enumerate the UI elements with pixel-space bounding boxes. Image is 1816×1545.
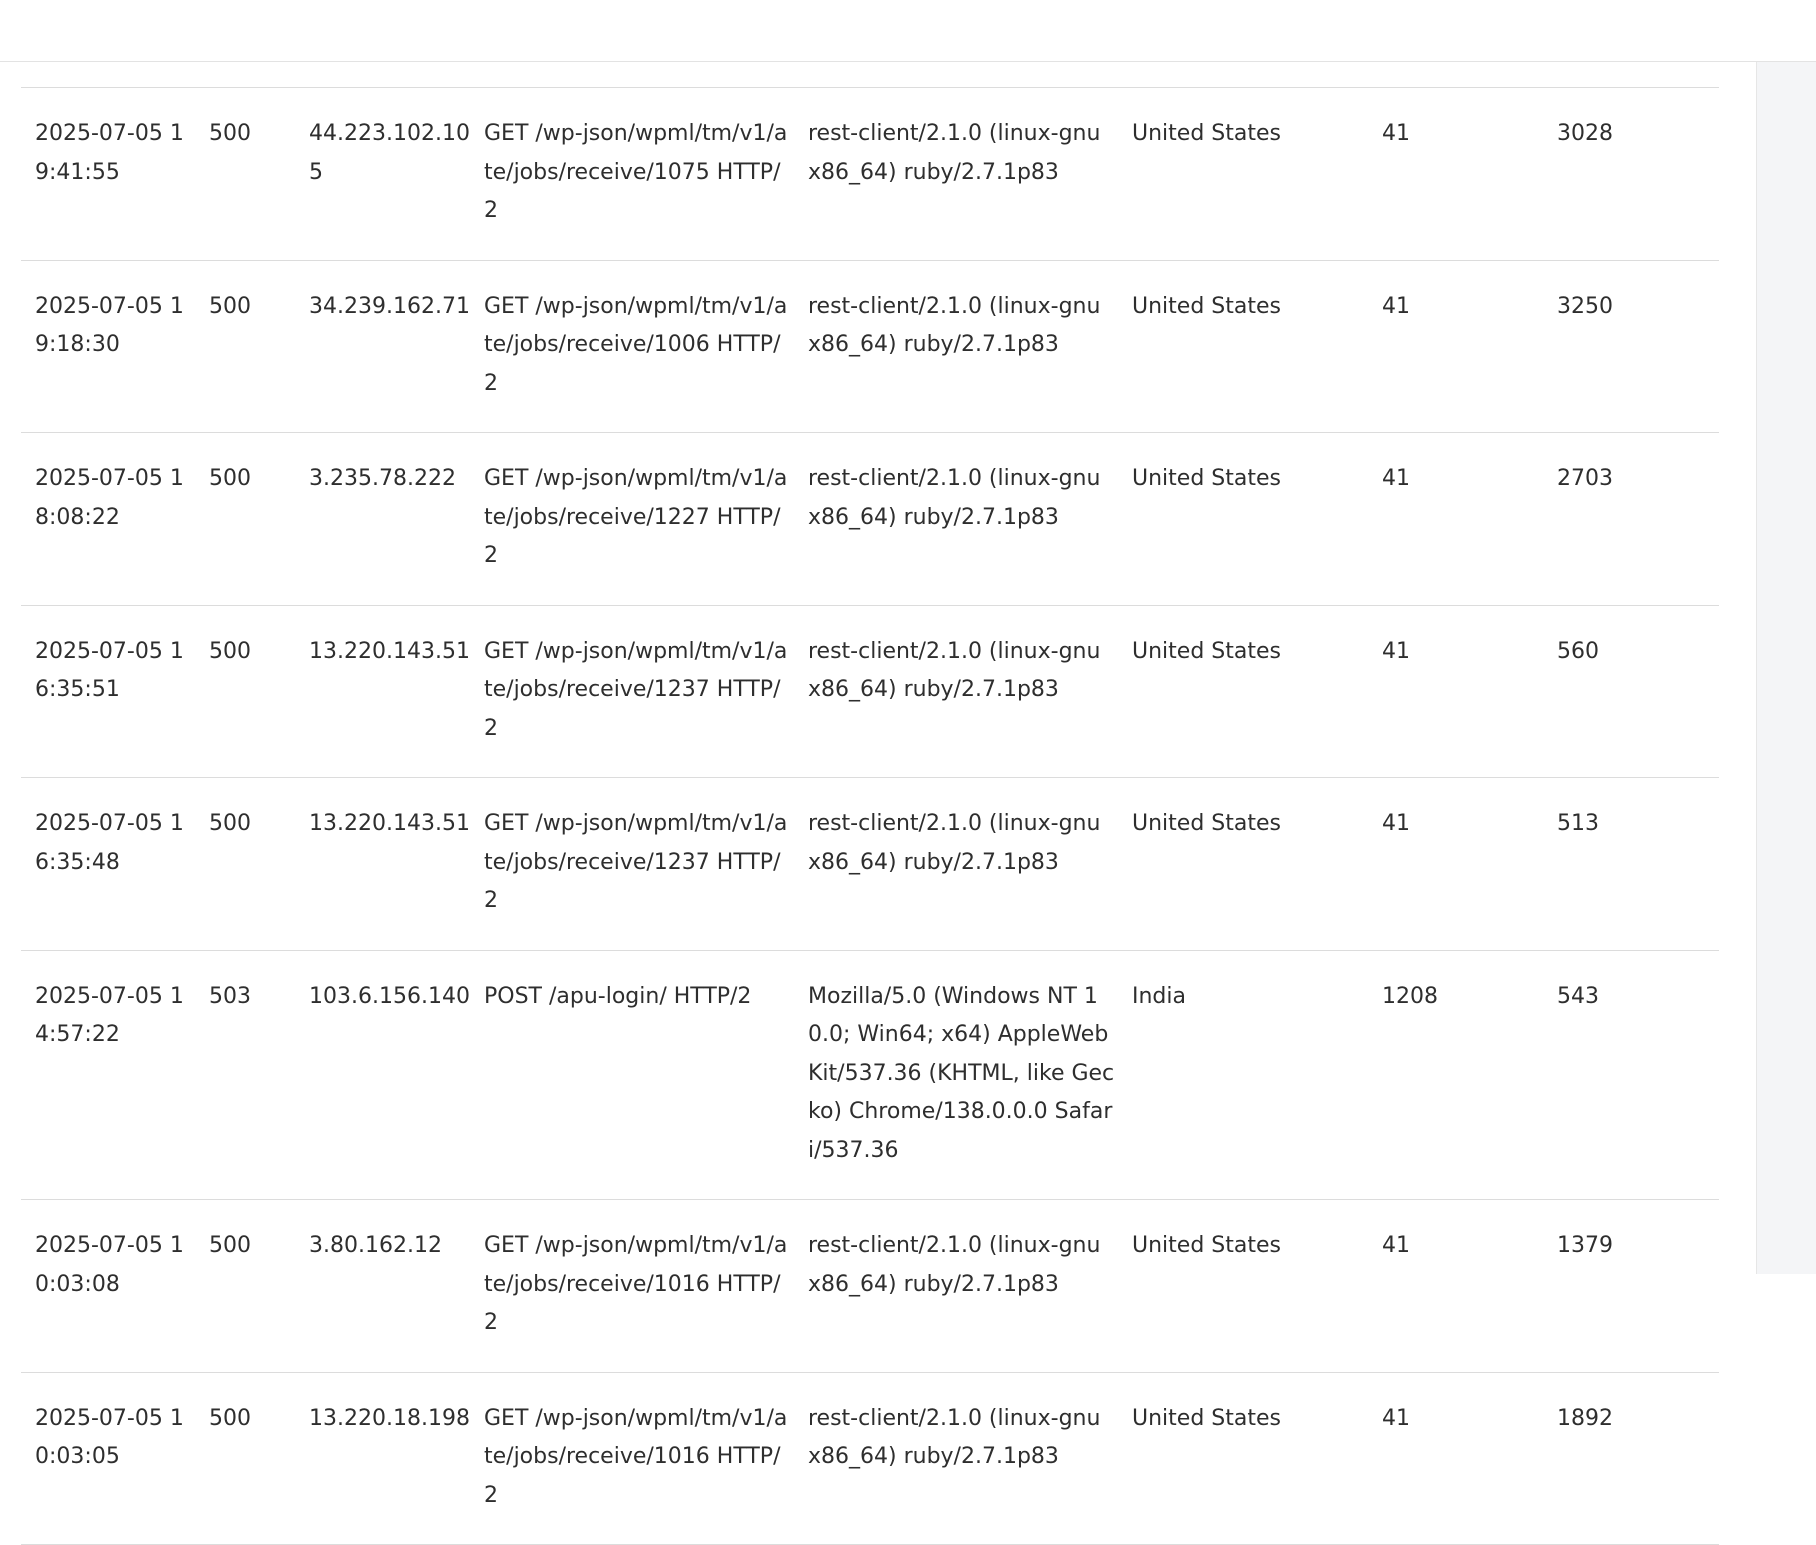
vertical-scrollbar[interactable] (1756, 62, 1816, 1274)
cell-status: 500 (195, 778, 295, 951)
cell-time: 2025-07-05 10:03:08 (21, 1200, 195, 1373)
cell-time: 2025-07-05 16:35:48 (21, 778, 195, 951)
cell-user-agent: rest-client/2.1.0 (linux-gnu x86_64) ruby/2.7.1p83 (794, 778, 1118, 951)
table-row (21, 1200, 1719, 1373)
cell-country: United States (1118, 605, 1368, 778)
cell-status: 500 (195, 1372, 295, 1545)
cell-duration: 2703 (1543, 433, 1719, 606)
cell-user-agent: rest-client/2.1.0 (linux-gnu x86_64) ruby/2.7.1p83 (794, 1200, 1118, 1373)
cell-country: United States (1118, 1200, 1368, 1373)
cell-country: United States (1118, 1372, 1368, 1545)
cell-time: 2025-07-05 18:08:22 (21, 433, 195, 606)
cell-size: 41 (1368, 605, 1543, 778)
cell-time: 2025-07-05 19:18:30 (21, 260, 195, 433)
cell-ip: 34.239.162.71 (295, 260, 470, 433)
cell-country: United States (1118, 260, 1368, 433)
cell-user-agent: rest-client/2.1.0 (linux-gnu x86_64) ruby/2.7.1p83 (794, 1372, 1118, 1545)
cell-country: India (1118, 950, 1368, 1200)
cell-size: 41 (1368, 260, 1543, 433)
cell-ip: 13.220.143.51 (295, 605, 470, 778)
table-row (21, 433, 1719, 606)
cell-ip: 13.220.143.51 (295, 778, 470, 951)
cell-size: 41 (1368, 433, 1543, 606)
cell-request: GET /wp-json/wpml/tm/v1/ate/jobs/receive/1237 HTTP/2 (470, 778, 794, 951)
cell-duration: 543 (1543, 950, 1719, 1200)
cell-user-agent: rest-client/2.1.0 (linux-gnu x86_64) ruby/2.7.1p83 (794, 260, 1118, 433)
cell-ip: 44.223.102.105 (295, 88, 470, 261)
cell-size: 41 (1368, 778, 1543, 951)
cell-time: 2025-07-05 16:35:51 (21, 605, 195, 778)
cell-status: 500 (195, 1200, 295, 1373)
cell-ip: 13.220.18.198 (295, 1372, 470, 1545)
table-row (21, 260, 1719, 433)
cell-request: GET /wp-json/wpml/tm/v1/ate/jobs/receive/1237 HTTP/2 (470, 605, 794, 778)
cell-status: 500 (195, 88, 295, 261)
cell-user-agent: rest-client/2.1.0 (linux-gnu x86_64) ruby/2.7.1p83 (794, 88, 1118, 261)
cell-duration: 3250 (1543, 260, 1719, 433)
cell-request: GET /wp-json/wpml/tm/v1/ate/jobs/receive/1006 HTTP/2 (470, 260, 794, 433)
table-row (21, 88, 1719, 261)
cell-request: GET /wp-json/wpml/tm/v1/ate/jobs/receive/1075 HTTP/2 (470, 88, 794, 261)
cell-time: 2025-07-05 10:03:05 (21, 1372, 195, 1545)
cell-country: United States (1118, 433, 1368, 606)
cell-request: GET /wp-json/wpml/tm/v1/ate/jobs/receive/1016 HTTP/2 (470, 1372, 794, 1545)
cell-status: 503 (195, 950, 295, 1200)
log-table-scroll-area[interactable] (0, 62, 1756, 1508)
cell-user-agent: rest-client/2.1.0 (linux-gnu x86_64) ruby/2.7.1p83 (794, 433, 1118, 606)
error-log-table (21, 87, 1719, 1545)
cell-duration: 560 (1543, 605, 1719, 778)
top-bar (0, 0, 1816, 62)
cell-request: POST /apu-login/ HTTP/2 (470, 950, 794, 1200)
cell-status: 500 (195, 260, 295, 433)
cell-ip: 103.6.156.140 (295, 950, 470, 1200)
cell-duration: 513 (1543, 778, 1719, 951)
cell-time: 2025-07-05 19:41:55 (21, 88, 195, 261)
cell-ip: 3.235.78.222 (295, 433, 470, 606)
cell-size: 41 (1368, 88, 1543, 261)
cell-request: GET /wp-json/wpml/tm/v1/ate/jobs/receive/1016 HTTP/2 (470, 1200, 794, 1373)
cell-size: 1208 (1368, 950, 1543, 1200)
cell-country: United States (1118, 88, 1368, 261)
cell-time: 2025-07-05 14:57:22 (21, 950, 195, 1200)
cell-status: 500 (195, 605, 295, 778)
table-row (21, 950, 1719, 1200)
cell-status: 500 (195, 433, 295, 606)
cell-size: 41 (1368, 1372, 1543, 1545)
cell-user-agent: rest-client/2.1.0 (linux-gnu x86_64) ruby/2.7.1p83 (794, 605, 1118, 778)
cell-duration: 1379 (1543, 1200, 1719, 1373)
cell-duration: 3028 (1543, 88, 1719, 261)
table-row (21, 1372, 1719, 1545)
cell-country: United States (1118, 778, 1368, 951)
cell-duration: 1892 (1543, 1372, 1719, 1545)
cell-request: GET /wp-json/wpml/tm/v1/ate/jobs/receive/1227 HTTP/2 (470, 433, 794, 606)
table-row (21, 605, 1719, 778)
cell-user-agent: Mozilla/5.0 (Windows NT 10.0; Win64; x64) AppleWebKit/537.36 (KHTML, like Gecko) Chrome/138.0.0.0 Safari/537.36 (794, 950, 1118, 1200)
table-row (21, 778, 1719, 951)
cell-size: 41 (1368, 1200, 1543, 1373)
cell-ip: 3.80.162.12 (295, 1200, 470, 1373)
